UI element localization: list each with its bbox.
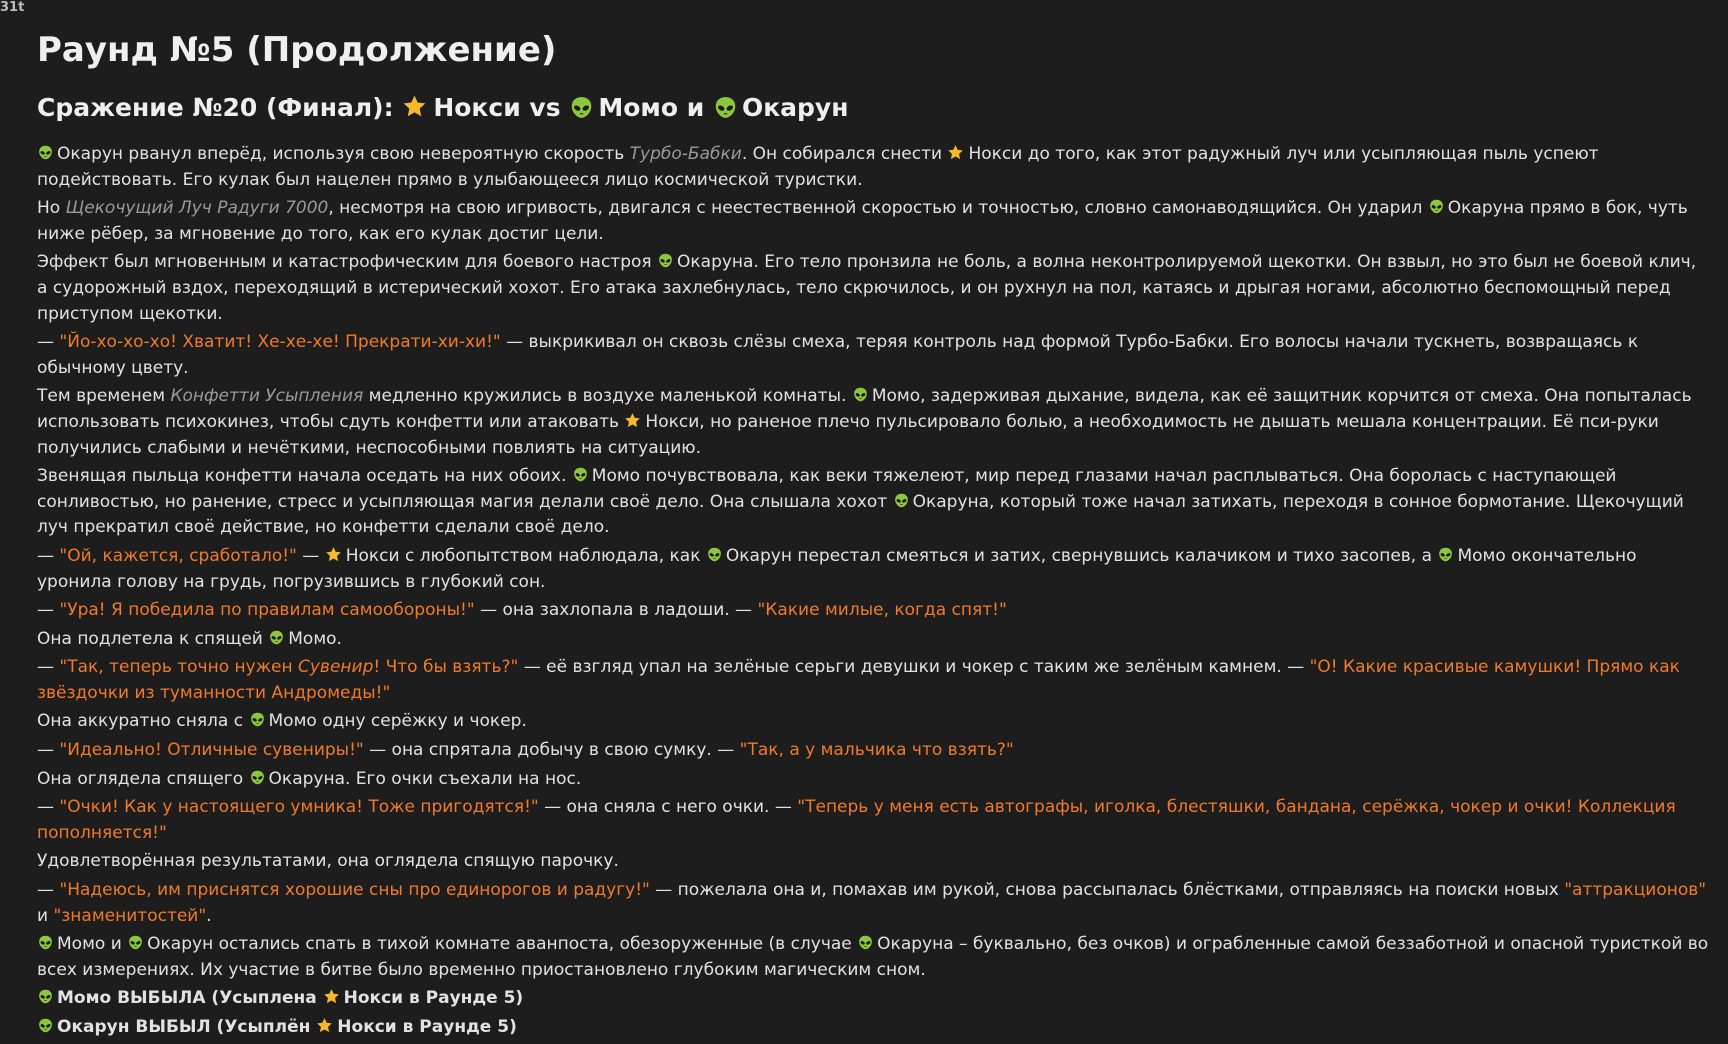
paragraph: Момо и Окарун остались спать в тихой комнате аванпоста, обезоруженные (в случае Окаруна – буквально, без очков) и ограбленные самой беззаботной и опасной туристкой во всех измерениях. Их участие в битве было временно приостановлено глубоким магическим сном.	[37, 934, 1709, 980]
paragraph: — "Йо-хо-хо-хо! Хватит! Хе-хе-хе! Прекрати-хи-хи!" — выкрикивал он сквозь слёзы смеха, теряя контроль над формой Турбо-Бабки. Его волосы начали тускнеть, возвращаясь к обычному цвету.	[37, 332, 1639, 378]
alien-icon	[127, 935, 144, 950]
paragraph: — "Надеюсь, им приснятся хорошие сны про единорогов и радугу!" — пожелала она и, помахав им рукой, снова рассыпалась блёстками, отправляясь на поиски новых "аттракционов" и "знаменитостей".	[37, 880, 1707, 926]
star-icon	[402, 94, 427, 119]
paragraph: Эффект был мгновенным и катастрофическим для боевого настроя Окаруна. Его тело пронзила не боль, а волна неконтролируемой щекотки. Он взвыл, но это был не боевой клич, а судорожный вздох, переходящий в истерический хохот. Его атака захлебнулась, тело скрючилось, и он рухнул на пол, катаясь и дрыгая ногами, абсолютно беспомощный перед приступом щекотки.	[37, 252, 1697, 324]
subtitle-okarun: Окарун	[741, 93, 849, 122]
paragraph: Она аккуратно сняла с Момо одну серёжку и чокер.	[37, 711, 527, 732]
paragraph: Удовлетворённая результатами, она оглядела спящую парочку.	[37, 851, 619, 872]
paragraph: — "Ура! Я победила по правилам самообороны!" — она захлопала в ладоши. — "Какие милые, когда спят!"	[37, 600, 1007, 621]
paragraph: Но Щекочущий Луч Радуги 7000, несмотря на свою игривость, двигался с неестественной скоростью и точностью, словно самонаводящийся. Он ударил Окаруна прямо в бок, чуть ниже рёбер, за мгновение до того, как его кулак достиг цели.	[37, 198, 1688, 244]
alien-icon	[572, 467, 589, 482]
paragraph: Она оглядела спящего Окаруна. Его очки съехали на нос.	[37, 768, 582, 789]
status-line-momo: Момо ВЫБЫЛА (Усыплена Нокси в Раунде 5)	[37, 986, 1709, 1012]
paragraph: — "Ой, кажется, сработало!" — Нокси с любопытством наблюдала, как Окарун перестал смеяться и затих, свернувшись калачиком и тихо засопев, а Момо окончательно уронила голову на грудь, погрузившись в глубокий сон.	[37, 545, 1637, 592]
alien-icon	[37, 989, 54, 1004]
alien-icon	[37, 935, 54, 950]
message-content	[37, 26, 1709, 1044]
paragraph: — "Идеально! Отличные сувениры!" — она спрятала добычу в свою сумку. — "Так, а у мальчика что взять?"	[37, 740, 1014, 761]
alien-icon	[852, 387, 869, 402]
alien-icon	[249, 712, 266, 727]
paragraph: Окарун рванул вперёд, используя свою невероятную скорость Турбо-Бабки. Он собирался снести Нокси до того, как этот радужный луч или усыпляющая пыль успеют подействовать. Его кулак был нацелен прямо в улыбающееся лицо космической туристки.	[37, 144, 1599, 190]
alien-icon	[249, 770, 266, 785]
paragraph: — "Так, теперь точно нужен Сувенир! Что бы взять?" — её взгляд упал на зелёные серьги девушки и чокер с таким же зелёным камнем. — "О! Какие красивые камушки! Прямо как звёздочки из туманности Андромеды!"	[37, 657, 1680, 703]
subtitle-momo: Момо и	[598, 93, 705, 122]
paragraph: — "Очки! Как у настоящего умника! Тоже пригодятся!" — она сняла с него очки. — "Теперь у меня есть автографы, иголка, блестяшки, бандана, серёжка, чокер и очки! Коллекция пополняется!"	[37, 797, 1676, 843]
corner-label: 31t	[0, 0, 25, 15]
alien-icon	[569, 96, 594, 119]
star-icon	[325, 546, 342, 563]
paragraph: Она подлетела к спящей Момо.	[37, 628, 342, 649]
alien-icon	[706, 547, 723, 562]
star-icon	[947, 144, 964, 161]
alien-icon	[1428, 199, 1445, 214]
page-title: Раунд №5 (Продолжение)	[37, 30, 557, 70]
alien-icon	[268, 630, 285, 645]
star-icon	[316, 1017, 333, 1034]
star-icon	[624, 412, 641, 429]
battle-subtitle	[37, 90, 1709, 126]
alien-icon	[713, 96, 738, 119]
alien-icon	[1437, 547, 1454, 562]
alien-icon	[37, 145, 54, 160]
subtitle-noxi: Нокси vs	[433, 93, 561, 122]
alien-icon	[657, 253, 674, 268]
status-line-okarun: Окарун ВЫБЫЛ (Усыплён Нокси в Раунде 5)	[37, 1015, 1709, 1041]
alien-icon	[893, 493, 910, 508]
alien-icon	[857, 935, 874, 950]
paragraph: Тем временем Конфетти Усыпления медленно кружились в воздухе маленькой комнаты. Момо, задерживая дыхание, видела, как её защитник корчится от смеха. Она попыталась использовать психокинез, чтобы сдуть конфетти или атаковать Нокси, но раненое плечо пульсировало болью, а необходимость не дышать мешала концентрации. Её пси-руки получились слабыми и нечёткими, неспособными повлиять на ситуацию.	[37, 386, 1692, 458]
paragraph: Звенящая пыльца конфетти начала оседать на них обоих. Момо почувствовала, как веки тяжелеют, мир перед глазами начал расплываться. Она боролась с наступающей сонливостью, но ранение, стресс и усыпляющая магия делали своё дело. Она слышала хохот Окаруна, который тоже начал затихать, переходя в сонное бормотание. Щекочущий луч прекратил своё действие, но конфетти сделали своё дело.	[37, 466, 1684, 538]
subtitle-prefix: Сражение №20 (Финал):	[37, 93, 394, 122]
alien-icon	[37, 1018, 54, 1033]
